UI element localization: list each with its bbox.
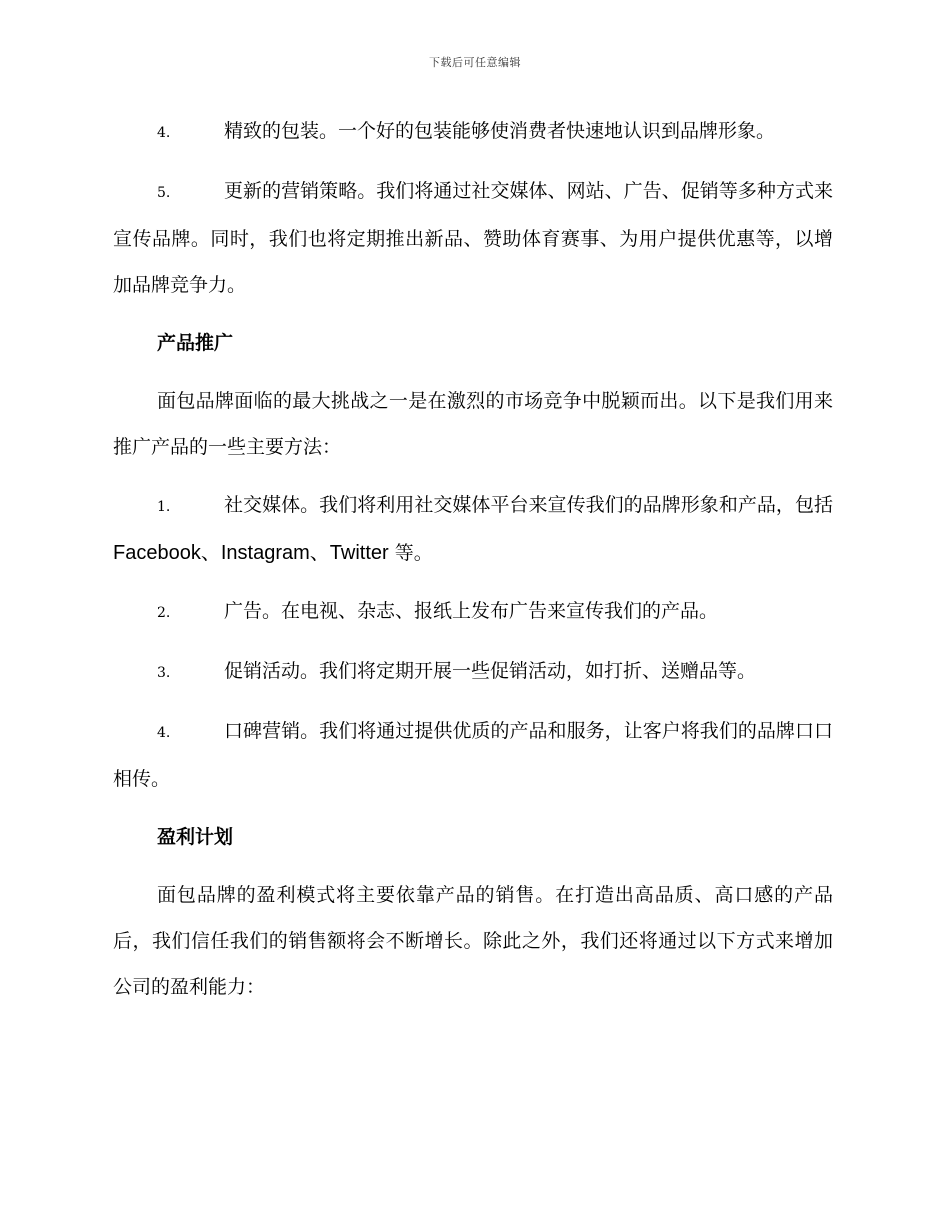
list-item-text: 精致的包装。一个好的包装能够使消费者快速地认识到品牌形象。 xyxy=(224,120,776,142)
list-item-text-end: 等。 xyxy=(388,542,433,564)
page-header-note: 下载后可任意编辑 xyxy=(429,56,521,69)
list-number: 1. xyxy=(157,499,171,515)
list-item xyxy=(113,588,833,636)
document-body xyxy=(113,108,833,1022)
list-item xyxy=(113,708,833,802)
list-item-text: 促销活动。我们将定期开展一些促销活动，如打折、送赠品等。 xyxy=(224,660,757,682)
list-number: 2. xyxy=(157,605,171,621)
list-item-text: 社交媒体。我们将利用社交媒体平台来宣传我们的品牌形象和产品，包括 xyxy=(224,494,833,516)
section-intro-paragraph: 面包品牌的盈利模式将主要依靠产品的销售。在打造出高品质、高口感的产品后，我们信任我们的销售额将会不断增长。除此之外，我们还将通过以下方式来增加公司的盈利能力： xyxy=(113,884,833,998)
list-item-text: 广告。在电视、杂志、报纸上发布广告来宣传我们的产品。 xyxy=(224,600,719,622)
platform-names: Facebook、Instagram、Twitter xyxy=(113,542,389,564)
list-item xyxy=(113,108,833,156)
list-number: 4. xyxy=(157,725,171,741)
list-number: 4. xyxy=(157,125,171,141)
section-intro-paragraph: 面包品牌面临的最大挑战之一是在激烈的市场竞争中脱颖而出。以下是我们用来推广产品的一些主要方法： xyxy=(113,390,833,458)
list-item xyxy=(113,482,833,576)
section-heading-profit-plan: 盈利计划 xyxy=(157,826,234,848)
list-number: 5. xyxy=(157,185,171,201)
list-item xyxy=(113,168,833,308)
section-heading-product-promotion: 产品推广 xyxy=(157,332,234,354)
list-item xyxy=(113,648,833,696)
list-item-text: 口碑营销。我们将通过提供优质的产品和服务，让客户将我们的品牌口口相传。 xyxy=(113,720,833,790)
list-number: 3. xyxy=(157,665,171,681)
list-item-text: 更新的营销策略。我们将通过社交媒体、网站、广告、促销等多种方式来宣传品牌。同时，我们也将定期推出新品、赞助体育赛事、为用户提供优惠等，以增加品牌竞争力。 xyxy=(113,180,833,296)
